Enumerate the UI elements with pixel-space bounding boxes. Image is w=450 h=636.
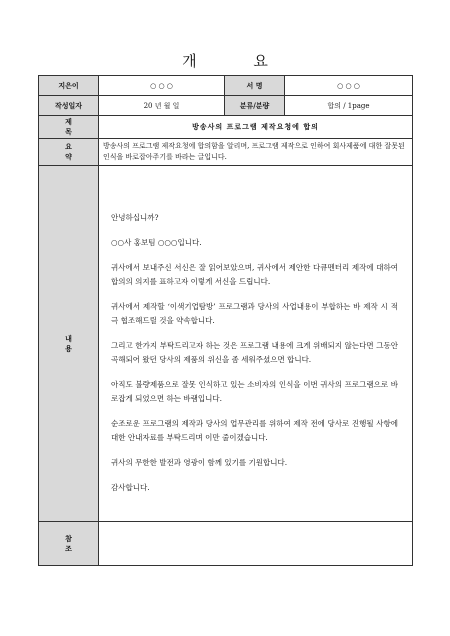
content-paragraph: 안녕하십니까?: [111, 213, 159, 222]
reference-row: [39, 522, 413, 566]
signature-label: 서 명: [225, 76, 285, 96]
reference-label: 참 조: [39, 522, 99, 566]
date-row: [39, 96, 413, 116]
content-paragraph: 귀사의 무한한 발전과 영광이 함께 있기를 기원합니다.: [111, 458, 288, 467]
subject-row: [39, 116, 413, 139]
author-label: 지은이: [39, 76, 99, 96]
category-label: 분류/분량: [225, 96, 285, 116]
content-cell: [99, 166, 413, 522]
content-paragraph: 감사합니다.: [111, 483, 150, 492]
summary-row: [39, 139, 413, 166]
content-body: [99, 181, 412, 495]
content-paragraph: 그리고 한가지 부탁드리고자 하는 것은 프로그램 내용에 크게 위배되지 않는다면 그동안 곡해되어 왔던 당사의 제품의 위신을 좀 세워주셨으면 합니다.: [111, 341, 398, 364]
subject-value: 방송사의 프로그램 제작요청에 합의: [99, 116, 413, 139]
author-value: ○ ○ ○: [99, 76, 225, 96]
subject-label: 제 목: [39, 116, 99, 139]
content-paragraph: ○○사 홍보팀 ○○○입니다.: [111, 238, 202, 247]
content-label: 내 용: [39, 166, 99, 522]
content-paragraph: 아직도 불량제품으로 잘못 인식하고 있는 소비자의 인식을 이번 귀사의 프로그램으로 바로잡게 되었으면 하는 바램입니다.: [111, 380, 398, 403]
summary-label: 요 약: [39, 139, 99, 166]
date-value: 20 년 월 일: [99, 96, 225, 116]
content-row: [39, 166, 413, 522]
summary-form-table: [38, 75, 413, 566]
category-value: 합의 / 1page: [285, 96, 413, 116]
reference-value: [99, 522, 413, 566]
date-label: 작성일자: [39, 96, 99, 116]
content-paragraph: 귀사에서 보내주신 서신은 잘 읽어보았으며, 귀사에서 제안한 다큐멘터리 제작에 대하여 합의의 의지를 표하고자 이렇게 서신을 드립니다.: [111, 263, 398, 286]
summary-value: 방송사의 프로그램 제작요청에 합의함을 알리며, 프로그램 제작으로 인하여 회사제품에 대한 잘못된 인식을 바로잡아주기를 바라는 글입니다.: [99, 139, 413, 166]
content-paragraph: 순조로운 프로그램의 제작과 당사의 업무관리를 위하여 제작 전에 당사로 진행될 사항에 대한 안내자료를 부탁드리며 이만 줄이겠습니다.: [111, 419, 398, 442]
signature-value: ○ ○ ○: [285, 76, 413, 96]
content-paragraph: 귀사에서 제작할 ‘이색기업탐방’ 프로그램과 당사의 사업내용이 부합하는 바 제작 시 적극 협조해드릴 것을 약속합니다.: [111, 302, 398, 325]
document-title: 개 요: [182, 52, 294, 70]
author-row: [39, 76, 413, 96]
